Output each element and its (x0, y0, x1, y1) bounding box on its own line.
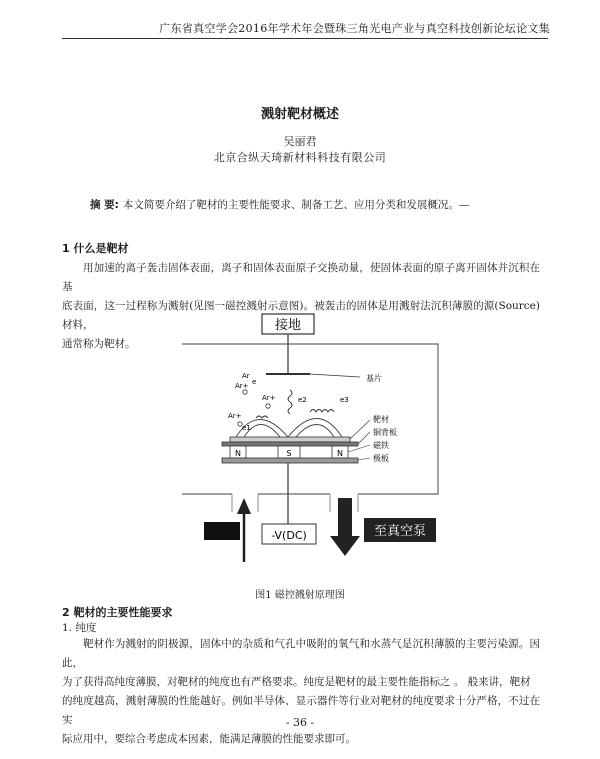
section2-line4: 际应用中，要综合考虑成本因素，能满足薄膜的性能要求即可。 (62, 733, 356, 745)
substrate-label: 基片 (366, 374, 382, 383)
magnetron-sputtering-diagram (170, 312, 450, 572)
e3-label: e3 (340, 396, 349, 404)
vacuum-chamber (182, 344, 438, 494)
ar-label: Ar (242, 372, 250, 380)
gas-source-box (204, 522, 240, 540)
affiliation: 北京合纵天琦新材料科技有限公司 (213, 151, 387, 164)
magnet-label: 磁铁 (373, 441, 389, 450)
section2-line2: 为了获得高纯度薄膜，对靶材的纯度也有严格要求。纯度是靶材的最主要性能指标之 。 般来讲，靶材 (62, 676, 531, 688)
copper-backplate-layer (222, 442, 358, 446)
yoke-plate (222, 458, 358, 463)
abstract-label: 摘 要: (90, 199, 119, 211)
electron-path-e3 (310, 410, 334, 413)
section1-line2: 底表面，这一过程称为溅射(见图一磁控溅射示意图)。被轰击的固体是用溅射法沉积薄膜的源(Source)材料， (62, 300, 540, 331)
section1-line3: 通常称为靶材。 (62, 338, 136, 350)
magnet-n-right: N (337, 449, 343, 458)
section1-line1: 用加速的离子轰击固体表面，离子和固体表面原子交换动量，使固体表面的原子离开固体并沉积在基 (62, 262, 540, 293)
magnet-s: S (286, 449, 292, 458)
electron-path-e1 (256, 416, 268, 418)
paper-title: 溅射靶材概述 (260, 107, 339, 122)
ar-plus-label-3: Ar+ (228, 412, 242, 420)
abstract-text: 本文简要介绍了靶材的主要性能要求、制备工艺、应用分类和发展概况。— (122, 199, 470, 211)
leader-yoke (358, 458, 370, 460)
running-head: 广东省真空学会2016年学术年会暨珠三角光电产业与真空科技创新论坛论文集 (159, 22, 550, 35)
magnet-n-left: N (235, 449, 241, 458)
pump-arrow-shaft (338, 498, 352, 538)
leader-target (350, 420, 370, 439)
author: 吴丽君 (283, 135, 317, 148)
header-rule (62, 38, 548, 39)
electron-path-e2 (288, 390, 292, 414)
section2-line1: 靶材作为溅射的阴极源，固体中的杂质和气孔中吸附的氧气和水蒸气是沉积薄膜的主要污染源。因此， (62, 638, 540, 669)
target-layer (230, 437, 350, 442)
pump-arrow-head (330, 536, 360, 556)
page-number: - 36 - (285, 716, 315, 729)
field-line-right (288, 419, 342, 438)
field-line-right-inner (296, 425, 334, 438)
e-label: e (252, 378, 257, 386)
target-label: 靶材 (373, 415, 389, 424)
ion-dot (266, 404, 270, 408)
yoke-label: 极板 (373, 454, 389, 463)
ar-plus-label-1: Ar+ (235, 382, 249, 390)
section2-line3: 的纯度越高，溅射薄膜的性能越好。例如半导体、显示器件等行业对靶材的纯度要求十分严格，不过在实 (62, 695, 540, 726)
ion-dot (243, 390, 247, 394)
section2-heading: 2 靶材的主要性能要求 (62, 606, 173, 619)
substrate-leader (310, 374, 360, 377)
ar-plus-label-2: Ar+ (262, 394, 276, 402)
gas-inlet-arrow-head (237, 498, 251, 514)
figure-caption: 图1 磁控溅射原理图 (255, 590, 345, 601)
section1-heading: 1 什么是靶材 (62, 242, 129, 255)
voltage-label: -V(DC) (271, 529, 307, 542)
e1-label: e1 (242, 424, 251, 432)
abstract (90, 197, 469, 212)
section2-subheading: 1. 纯度 (62, 622, 97, 634)
pump-label: 至真空泵 (373, 524, 427, 539)
ground-label: 接地 (274, 318, 302, 333)
e2-label: e2 (298, 396, 307, 404)
leader-backplate (358, 432, 370, 444)
copper-backplate-label: 铜背板 (373, 428, 397, 437)
section2-paragraph (62, 635, 540, 749)
